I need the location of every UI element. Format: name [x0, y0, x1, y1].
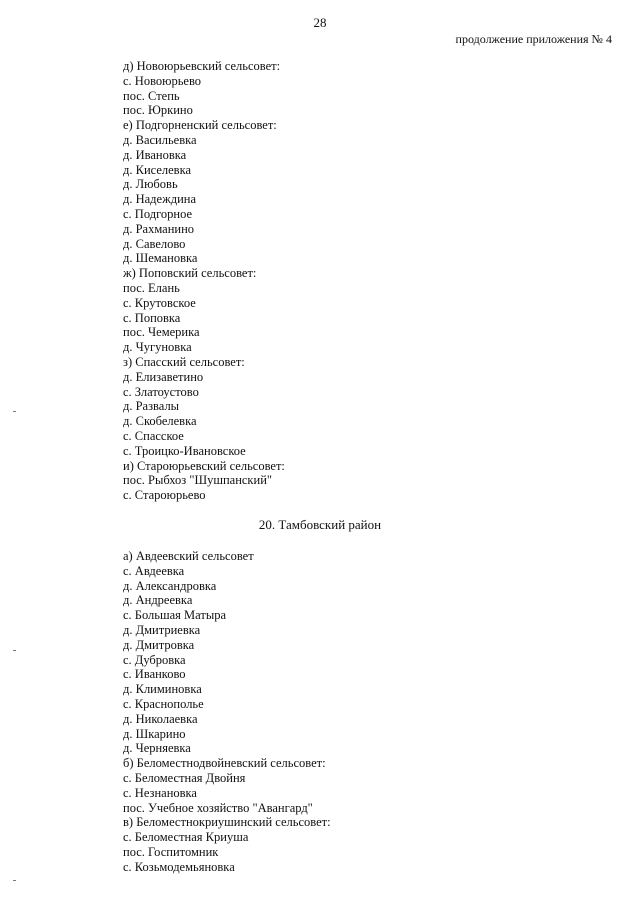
list-item: с. Козьмодемьяновка	[123, 859, 235, 874]
list-item: пос. Степь	[123, 88, 180, 103]
list-item: д. Надеждина	[123, 192, 197, 207]
list-item: пос. Госпитомник	[123, 844, 219, 859]
list-item: д. Шемановка	[123, 251, 198, 266]
list-item: пос. Учебное хозяйство "Авангард"	[123, 800, 313, 815]
list-item: пос. Рыбхоз "Шушпанский"	[123, 473, 272, 488]
list-item: с. Беломестная Криуша	[123, 830, 249, 845]
list-item: д. Климиновка	[123, 682, 202, 697]
margin-mark	[13, 411, 16, 412]
settlement-list-tambov	[123, 549, 331, 875]
list-item: д. Черняевка	[123, 741, 191, 756]
list-item: с. Большая Матыра	[123, 608, 227, 623]
list-item: д. Васильевка	[123, 132, 197, 147]
list-item: д) Новоюрьевский сельсовет:	[123, 59, 281, 73]
list-item: б) Беломестнодвойневский сельсовет:	[123, 756, 326, 771]
list-item: пос. Елань	[123, 280, 180, 295]
list-item: д. Шкарино	[123, 726, 186, 741]
list-item: и) Староюрьевский сельсовет:	[123, 458, 285, 473]
list-item: пос. Чемерика	[123, 325, 200, 340]
continuation-note: продолжение приложения № 4	[455, 32, 612, 46]
list-item: с. Поповка	[123, 310, 181, 325]
list-item: с. Новоюрьево	[123, 73, 202, 88]
list-item: с. Подгорное	[123, 206, 193, 221]
list-item: д. Савелово	[123, 236, 186, 251]
list-item: д. Любовь	[123, 177, 178, 192]
list-item: е) Подгорненский сельсовет:	[123, 118, 277, 133]
list-item: д. Дмитриевка	[123, 622, 201, 637]
list-item: с. Златоустово	[123, 384, 199, 399]
list-item: в) Беломестнокриушинский сельсовет:	[123, 815, 331, 830]
page-number: 28	[313, 15, 327, 30]
list-item: с. Беломестная Двойня	[123, 770, 246, 785]
list-item: з) Спасский сельсовет:	[123, 354, 245, 369]
list-item: с. Троицко-Ивановское	[123, 443, 246, 458]
list-item: д. Николаевка	[123, 711, 198, 726]
list-item: д. Дмитровка	[123, 637, 195, 652]
list-item: с. Краснополье	[123, 696, 204, 711]
list-item: с. Спасское	[123, 428, 184, 443]
margin-mark	[13, 650, 16, 651]
list-item: д. Андреевка	[123, 593, 193, 608]
list-item: а) Авдеевский сельсовет	[123, 549, 254, 563]
list-item: с. Крутовское	[123, 295, 196, 310]
list-item: д. Развалы	[123, 399, 180, 414]
list-item: д. Ивановка	[123, 147, 187, 162]
list-item: д. Александровка	[123, 578, 217, 593]
list-item: д. Скобелевка	[123, 414, 197, 429]
list-item: пос. Юркино	[123, 103, 193, 118]
list-item: д. Чугуновка	[123, 340, 192, 355]
list-item: д. Рахманино	[123, 221, 195, 236]
list-item: д. Елизаветино	[123, 369, 204, 384]
list-item: с. Иванково	[123, 667, 186, 682]
list-item: с. Авдеевка	[123, 563, 185, 578]
section-heading: 20. Тамбовский район	[258, 517, 382, 532]
list-item: ж) Поповский сельсовет:	[123, 266, 257, 281]
list-item: с. Дубровка	[123, 652, 186, 667]
list-item: д. Киселевка	[123, 162, 192, 177]
settlement-list-continued	[123, 59, 285, 503]
list-item: с. Незнановка	[123, 785, 197, 800]
list-item: с. Староюрьево	[123, 488, 206, 503]
margin-mark	[13, 880, 16, 881]
